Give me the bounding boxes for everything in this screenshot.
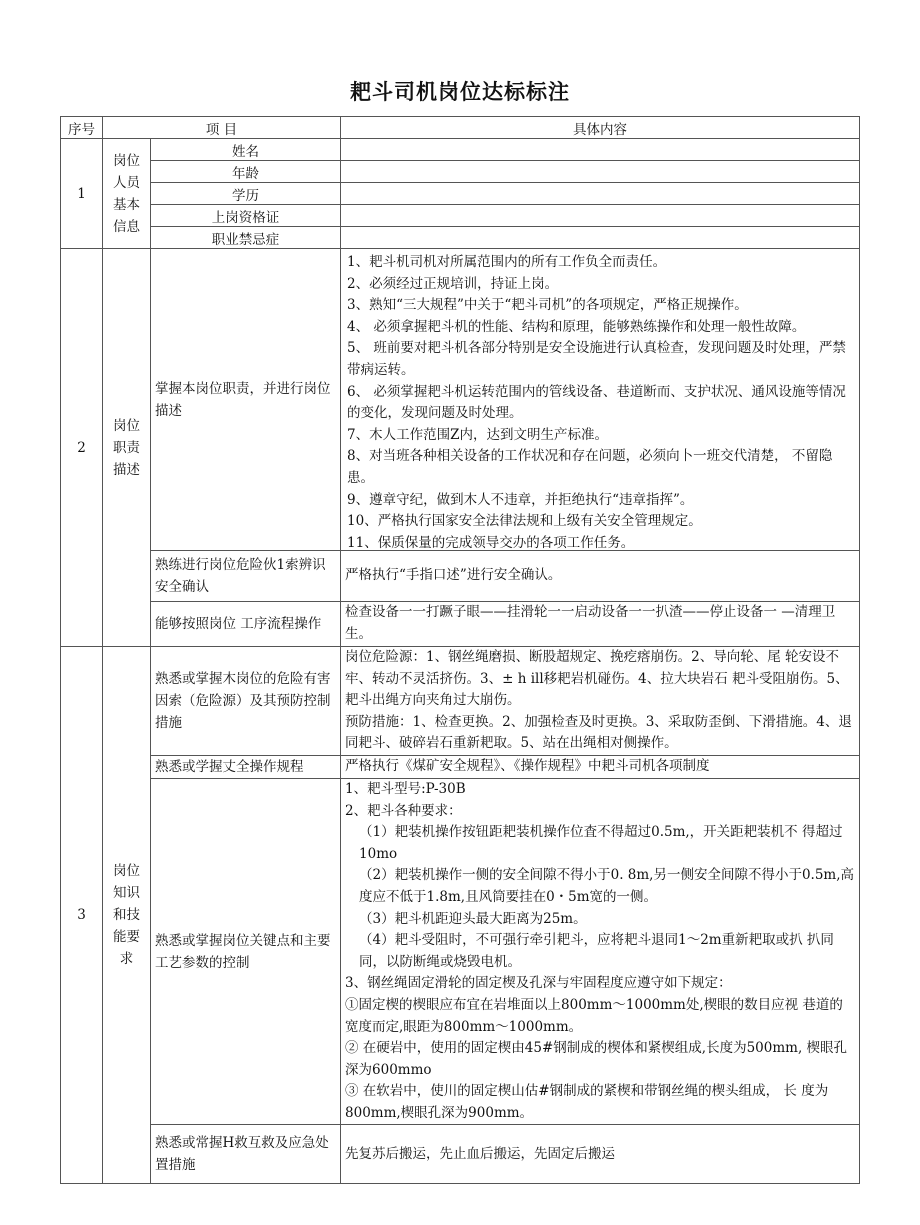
standards-table	[60, 116, 860, 1184]
knowledge-content-operating-rules: 严格执行《煤矿安全规程》、《操作规程》中耙斗司机各项制度	[341, 755, 860, 778]
duty-row-responsibilities	[61, 249, 860, 551]
header-no: 序号	[61, 117, 103, 139]
duty-content-responsibilities: 1、耙斗机司机对所属范围内的所有工作负全而责任。 2、必须经过正规培训，持证上岗。 3、熟知“三大规程”中关于“耙斗司机”的各项规定，严格正规操作。 4、 必须拿握耙斗机的性能、结构和原理，能够熟练操作和处理一般性故障。 5、 班前要对耙斗机各部分特别是安全设施进行认真检查，发现问题及时处理，严禁带病运转。 6、 必须掌握耙斗机运转范围内的管线设备、巷道断而、支护状况、通风设施等情况的变化，发现问题及时处理。 7、木人工作范围Z内，达到文明生产标准。 8、对当班各种相关设备的工作状况和存在问题，必须向卜一班交代清楚， 不留隐患。 9、遵章守纪，做到木人不违章，并拒绝执行“违章指挥”。 10、严格执行国家安全法律法规和上级有关安全管理规定。 11、保质保量的完成领导交办的各项工作任务。	[341, 249, 860, 551]
info-row-age	[61, 161, 860, 183]
document-title: 耙斗司机岗位达标标注	[350, 80, 570, 104]
knowledge-item-operating-rules: 熟悉或学握丈全操作规程	[151, 755, 341, 778]
field-value-certificate	[341, 205, 860, 227]
duty-row-process-flow	[61, 602, 860, 647]
field-label-age: 年龄	[151, 161, 341, 183]
duty-item-process-flow: 能够按照岗位 工序流程操作	[151, 602, 341, 647]
knowledge-content-first-aid: 先复苏后搬运，先止血后搬运，先固定后搬运	[341, 1125, 860, 1184]
section-1-category: 岗位 人员 基本 信息	[103, 139, 151, 249]
info-row-name	[61, 139, 860, 161]
info-row-certificate	[61, 205, 860, 227]
knowledge-row-operating-rules	[61, 755, 860, 778]
duty-item-responsibilities: 掌握本岗位职责，并进行岗位描述	[151, 249, 341, 551]
section-2-category: 岗位 职责 描述	[103, 249, 151, 647]
knowledge-item-key-parameters: 熟悉或掌握岗位关键点和主要工艺参数的控制	[151, 778, 341, 1125]
header-row	[61, 117, 860, 139]
info-row-contraindication	[61, 227, 860, 249]
field-label-education: 学历	[151, 183, 341, 205]
duty-content-process-flow: 检查设备一一打蹶子眼——挂滑轮一一启动设备一一扒渣——停止设备一 —清理卫生。	[341, 602, 860, 647]
section-3-category: 岗位 知识 和技 能要 求	[103, 647, 151, 1184]
duty-content-risk-identification: 严格执行“手指口述”进行安全确认。	[341, 551, 860, 602]
field-value-education	[341, 183, 860, 205]
section-3-number: 3	[61, 647, 103, 1184]
header-item: 项 目	[103, 117, 341, 139]
field-value-age	[341, 161, 860, 183]
header-content: 具体内容	[341, 117, 860, 139]
section-1-number: 1	[61, 139, 103, 249]
knowledge-content-hazards: 岗位危险源：1、钢丝绳磨损、断股超规定、挽疙瘩崩伤。2、导向轮、尾 轮安设不牢、转动不灵活挤伤。3、± h ill移耙岩机碰伤。4、拉大块岩石 耙斗受阻崩伤。5、耙斗出绳方向夹角过大崩伤。 预防措施：1、检查更换。2、加强检查及时更换。3、采取防歪倒、下滑措施。4、退同耙斗、破碎岩石重新耙取。5、站在出绳相对侧操作。	[341, 647, 860, 756]
field-label-name: 姓名	[151, 139, 341, 161]
duty-row-risk-identification	[61, 551, 860, 602]
knowledge-row-hazards	[61, 647, 860, 756]
field-label-certificate: 上岗资格证	[151, 205, 341, 227]
knowledge-content-key-parameters: 1、耙斗型号:P-30B 2、耙斗各种要求： （1）耙装机操作按钮距耙装机操作位査不得超过0.5m,，开关距耙装机不 得超过10mo （2）耙装机操作一侧的安全间隙不得小于0. 8m,另一侧安全间隙不得小于0.5m,高度应不低于1.8m,且风筒要挂在0・5m宽的一侧。 （3）耙斗机距迎头最大距离为25m。 （4）耙斗受阻时，不可强行牵引耙斗，应将耙斗退同1～2m重新耙取或扒 扒同同，以防断绳或烧毁电机。 3、钢丝绳固定滑轮的固定楔及孔深与牢固程度应遵守如下规定： ①固定楔的楔眼应布宜在岩堆面以上800mm～1000mm处,楔眼的数目应视 巷道的宽度而定,眼距为800mm～1000mm。 ② 在硬岩中，使用的固定楔由45#钢制成的楔体和紧楔组成,长度为500mm, 楔眼孔深为600mmo ③ 在软岩中，使川的固定楔山估#钢制成的紧楔和带钢丝绳的楔头组成， 长 度为800mm,楔眼孔深为900mm。	[341, 778, 860, 1125]
knowledge-item-first-aid: 熟悉或常握H救互救及应急处置措施	[151, 1125, 341, 1184]
field-value-name	[341, 139, 860, 161]
section-2-number: 2	[61, 249, 103, 647]
info-row-education	[61, 183, 860, 205]
duty-item-risk-identification: 熟练进行岗位危险伙1索辨识安全确认	[151, 551, 341, 602]
knowledge-item-hazards: 熟悉或掌握木岗位的危险有害因索（危险源）及其预防控制措施	[151, 647, 341, 756]
field-label-contraindication: 职业禁忌症	[151, 227, 341, 249]
knowledge-row-key-parameters	[61, 778, 860, 1125]
knowledge-row-first-aid	[61, 1125, 860, 1184]
field-value-contraindication	[341, 227, 860, 249]
